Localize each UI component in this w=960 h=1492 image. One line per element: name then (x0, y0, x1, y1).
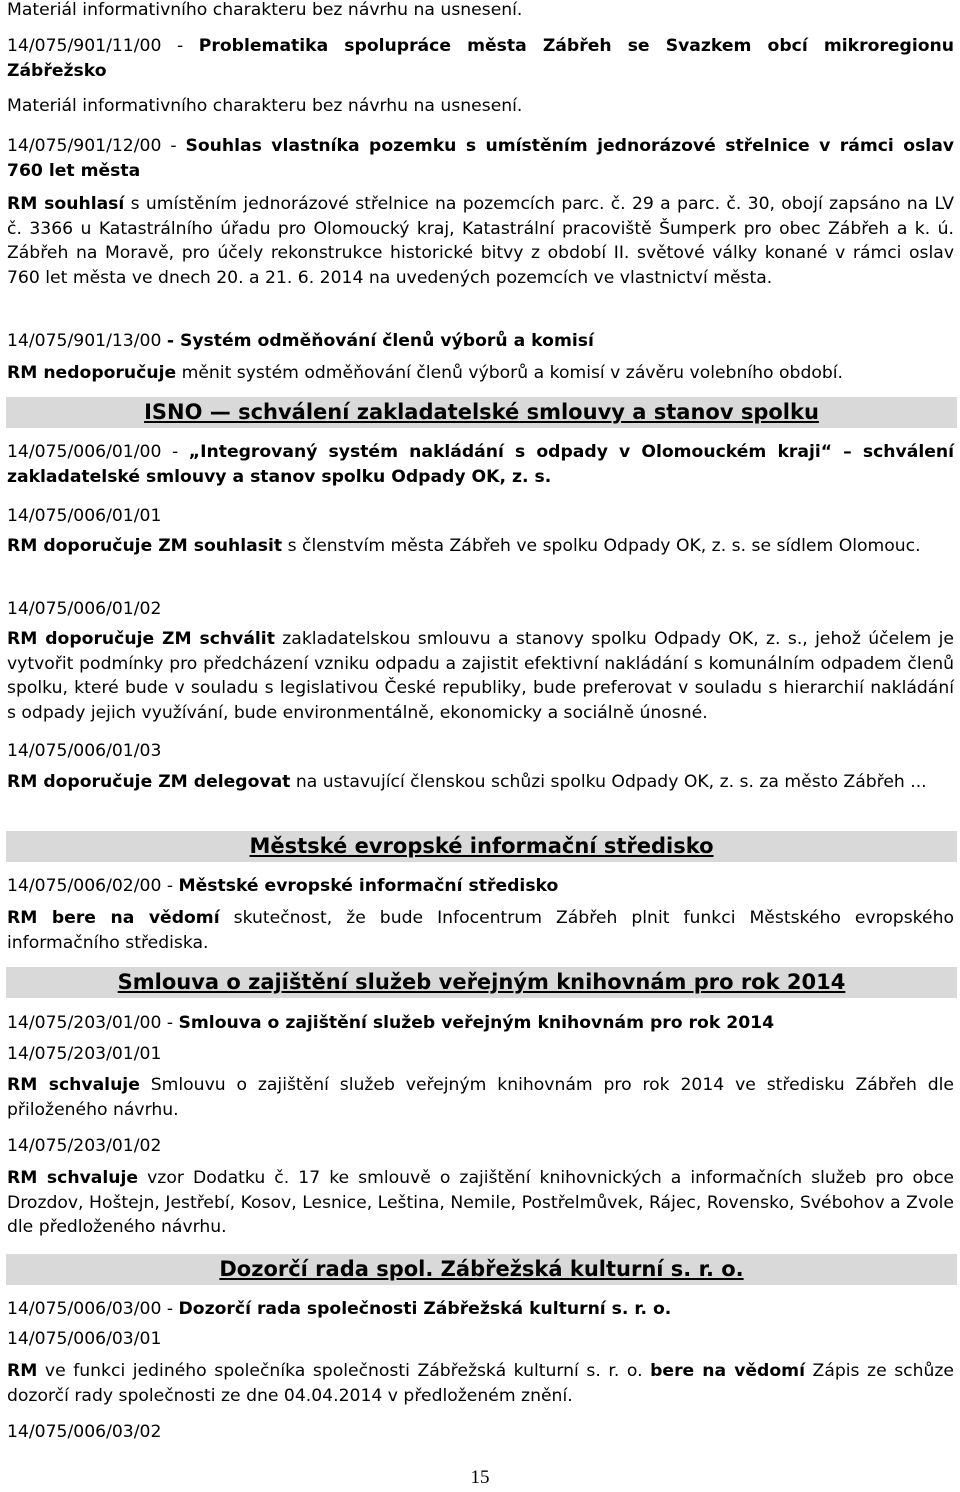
item-901-11 (7, 34, 954, 83)
rm-decision: RM schvaluje (7, 1075, 140, 1095)
resolution-006-02 (7, 906, 954, 955)
rm-decision: RM (7, 1361, 38, 1381)
resolution-203-01-02 (7, 1166, 954, 1240)
rm-decision: RM schvaluje (7, 1168, 139, 1188)
item-code: 14/075/006/02/00 - (7, 876, 179, 896)
resolution-203-01-01 (7, 1073, 954, 1122)
section-heading-knihovny: Smlouva o zajištění služeb veřejným knihovnám pro rok 2014 (6, 967, 957, 998)
item-901-12 (7, 134, 954, 183)
resolution-code: 14/075/203/01/02 (7, 1136, 162, 1156)
item-title: Smlouva o zajištění služeb veřejným knihovnám pro rok 2014 (178, 1013, 775, 1033)
page-number: 15 (470, 1467, 490, 1488)
item-title: - Systém odměňování členů výborů a komisí (166, 331, 594, 351)
resolution-code: 14/075/006/01/03 (7, 741, 162, 761)
resolution-text: zakladatelskou smlouvu a stanovy spolku Odpady OK, z. s., jehož účelem je vytvořit podmínky pro předcházení vzniku odpadu a zajistit efektivní nakládání s komunálním odpadem členů spolku, které bude v souladu s legislativou České republiky, bude preferovat v souladu s hierarchií nakládání s odpady jejich využívání, bude environmentálně, ekonomicky a sociálně únosné. (7, 629, 954, 723)
resolution-text: s členstvím města Zábřeh ve spolku Odpady OK, z. s. se sídlem Olomouc. (282, 536, 921, 556)
section-heading-meis: Městské evropské informační středisko (6, 831, 957, 862)
resolution-text: skutečnost, že bude Infocentrum Zábřeh plnit funkci Městského evropského informačního střediska. (7, 908, 954, 953)
resolution-text: ve funkci jediného společníka společnosti Zábřežská kulturní s. r. o. (37, 1361, 651, 1381)
item-203-01 (7, 1011, 954, 1036)
resolution-text: Smlouvu o zajištění služeb veřejným knihovnám pro rok 2014 ve středisku Zábřeh dle přiloženého návrhu. (7, 1075, 954, 1120)
item-code: 14/075/901/13/00 (7, 331, 167, 351)
resolution-code: 14/075/006/03/01 (7, 1329, 162, 1349)
item-code: 14/075/203/01/00 - (7, 1013, 179, 1033)
section-heading-dozorci-rada: Dozorčí rada spol. Zábřežská kulturní s. r. o. (6, 1254, 957, 1285)
rm-decision: RM doporučuje ZM schválit (7, 629, 275, 649)
resolution-text: na ustavující členskou schůzi spolku Odpady OK, z. s. za město Zábřeh ... (290, 772, 927, 792)
resolution-006-03-01 (7, 1359, 954, 1408)
resolution-code: 14/075/203/01/01 (7, 1044, 162, 1064)
item-code: 14/075/901/12/00 - (7, 136, 186, 156)
resolution-text: s umístěním jednorázové střelnice na pozemcích parc. č. 29 a parc. č. 30, obojí zapsáno na LV č. 3366 u Katastrálního úřadu pro Olomoucký kraj, Katastrální pracoviště Šumperk pro obec Zábřeh a k. ú. Zábřeh na Moravě, pro účely rekonstrukce historické bitvy z období II. světové války konané v rámci oslav 760 let města ve dnech 20. a 21. 6. 2014 na uvedených pozemcích ve vlastnictví města. (7, 194, 954, 288)
item-006-02 (7, 874, 954, 899)
rm-decision: RM doporučuje ZM delegovat (7, 772, 291, 792)
item-901-13 (7, 329, 954, 354)
info-note-1: Materiál informativního charakteru bez návrhu na usnesení. (7, 0, 523, 20)
item-code: 14/075/006/03/00 - (7, 1299, 179, 1319)
item-title: Problematika spolupráce města Zábřeh se Svazkem obcí mikroregionu Zábřežsko (7, 36, 954, 81)
item-title: Souhlas vlastníka pozemku s umístěním jednorázové střelnice v rámci oslav 760 let města (7, 136, 955, 181)
resolution-901-12 (7, 192, 954, 290)
resolution-901-13 (7, 361, 954, 386)
section-heading-isno: ISNO — schválení zakladatelské smlouvy a stanov spolku (6, 397, 957, 428)
item-title: Městské evropské informační středisko (178, 876, 559, 896)
resolution-006-01-01 (7, 534, 954, 559)
item-title: „Integrovaný systém nakládání s odpady v Olomouckém kraji“ – schválení zakladatelské smlouvy a stanov spolku Odpady OK, z. s. (7, 442, 954, 487)
rm-decision: RM souhlasí (7, 194, 125, 214)
rm-decision: RM bere na vědomí (7, 908, 220, 928)
resolution-006-01-03 (7, 770, 954, 795)
info-note-2: Materiál informativního charakteru bez návrhu na usnesení. (7, 96, 523, 116)
rm-decision: RM nedoporučuje (7, 363, 177, 383)
resolution-code: 14/075/006/01/02 (7, 599, 162, 619)
resolution-006-01-02 (7, 627, 954, 725)
resolution-text-cont: Zápis ze schůze dozorčí rady společnosti ze dne 04.04.2014 v předloženém znění. (7, 1361, 954, 1406)
item-006-01 (7, 440, 954, 489)
item-title: Dozorčí rada společnosti Zábřežská kulturní s. r. o. (178, 1299, 672, 1319)
resolution-text: měnit systém odměňování členů výborů a komisí v závěru volebního období. (176, 363, 844, 383)
item-006-03 (7, 1297, 954, 1322)
item-code: 14/075/901/11/00 - (7, 36, 199, 56)
rm-decision-secondary: bere na vědomí (650, 1361, 805, 1381)
resolution-code: 14/075/006/01/01 (7, 506, 162, 526)
rm-decision: RM doporučuje ZM souhlasit (7, 536, 283, 556)
resolution-text: vzor Dodatku č. 17 ke smlouvě o zajištění knihovnických a informačních služeb pro obce Drozdov, Hoštejn, Jestřebí, Kosov, Lesnice, Leština, Nemile, Postřelmůvek, Rájec, Rovensko, Svébohov a Zvole dle předloženého návrhu. (7, 1168, 954, 1237)
item-code: 14/075/006/01/00 - (7, 442, 189, 462)
resolution-code: 14/075/006/03/02 (7, 1422, 162, 1442)
